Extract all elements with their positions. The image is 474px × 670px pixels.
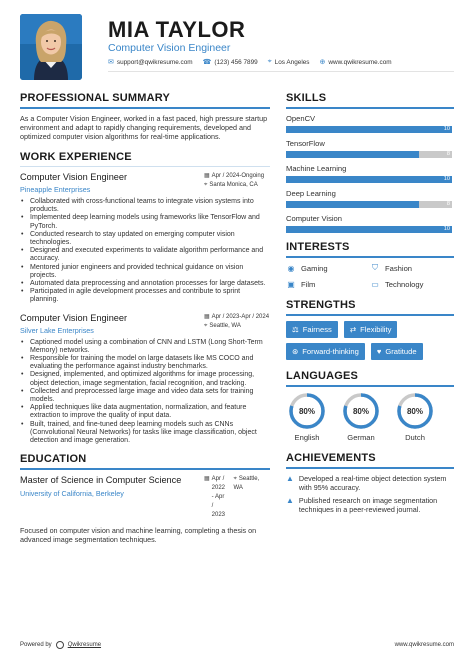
- skill-bar-fill: [286, 226, 452, 233]
- powered-by: [20, 641, 101, 649]
- job-location: Seattle, WA: [209, 322, 241, 329]
- contact-website-text: www.qwikresume.com: [328, 58, 392, 66]
- list-item: • Participated in agile development processes and contribute to sprint planning.: [20, 288, 270, 304]
- skill-bar-fill: [286, 151, 419, 158]
- education-start-year: 2022: [211, 485, 226, 492]
- skill-item: [286, 164, 454, 183]
- location-pin-icon: ⌖: [233, 476, 237, 483]
- list-item: • Captioned model using a combination of CNN and LSTM (Long Short-Term Memory) networks.: [20, 339, 270, 355]
- language-percent: 80%: [298, 407, 316, 416]
- strength-label: Forward-thinking: [302, 347, 359, 356]
- resume-footer: [20, 641, 454, 649]
- education-entry: [20, 475, 270, 520]
- skill-bar-fill: [286, 176, 452, 183]
- language-item: [342, 392, 380, 442]
- list-item: • Conducted research to stay updated on emerging computer vision technologies.: [20, 231, 270, 247]
- education-meta: ▦ Apr / 2022 - Apr / 2023 ⌖ Seattle, WA: [204, 476, 260, 519]
- compass-icon: ⊛: [292, 347, 299, 356]
- contact-email-text: support@qwikresume.com: [116, 58, 193, 66]
- skill-bar-fill: [286, 201, 419, 208]
- interests-heading: INTERESTS: [286, 241, 454, 258]
- skills-heading: SKILLS: [286, 92, 454, 109]
- calendar-icon: ▦: [204, 313, 210, 320]
- language-ring: [288, 392, 326, 430]
- achievement-text: Developed a real-time object detection system with 95% accuracy.: [298, 474, 447, 492]
- list-item: • Collected and preprocessed large image and video data sets for training models.: [20, 388, 270, 404]
- skill-level: 8: [446, 151, 450, 157]
- list-item: • Designed, implemented, and optimized algorithms for image processing, object detection, image segmentation, facial recognition, and tracking.: [20, 371, 270, 387]
- list-item: • Designed and executed experiments to validate algorithm performance and accuracy.: [20, 247, 270, 263]
- job-location: Santa Monica, CA: [209, 182, 258, 188]
- job-dates: Apr / 2024-Ongoing: [211, 173, 265, 179]
- job-title: Computer Vision Engineer: [20, 172, 128, 182]
- job-bullets: [20, 339, 270, 446]
- job-meta: [204, 172, 270, 190]
- summary-text: As a Computer Vision Engineer, worked in a fast paced, high pressure startup environment and adapt to rapidly changing requirements, developed and optimized computer vision algorithms for real-time applications.: [20, 114, 268, 141]
- skill-name: OpenCV: [286, 114, 316, 123]
- job-dates: Apr / 2023-Apr / 2024: [211, 313, 270, 320]
- skill-bar: [286, 151, 452, 158]
- job-company: Silver Lake Enterprises: [20, 325, 94, 335]
- contact-location-text: Los Angeles: [274, 58, 310, 66]
- language-ring: [342, 392, 380, 430]
- job-entry-2: [20, 313, 270, 446]
- shirt-icon: ⛉: [372, 263, 378, 272]
- skill-name: Computer Vision: [286, 214, 342, 223]
- contact-email[interactable]: [108, 58, 193, 66]
- strength-chip: [371, 343, 423, 360]
- skill-level: 8: [446, 201, 450, 207]
- education-start-month: Apr /: [211, 476, 225, 483]
- language-name: German: [347, 433, 375, 442]
- location-pin-icon: ⌖: [204, 182, 208, 188]
- gamepad-icon: ◉: [287, 263, 295, 273]
- education-end-year: 2023: [211, 512, 226, 519]
- calendar-icon: ▦: [204, 476, 210, 483]
- interest-label: Film: [301, 280, 316, 289]
- chart-icon: ▲: [286, 474, 294, 483]
- job-bullets: [20, 198, 270, 305]
- laptop-icon: ▭: [371, 280, 379, 289]
- strength-label: Fairness: [302, 325, 332, 334]
- list-item: • Collaborated with cross-functional teams to integrate vision systems into products.: [20, 198, 270, 214]
- strength-label: Gratitude: [385, 347, 417, 356]
- footer-url[interactable]: www.qwikresume.com: [394, 642, 454, 648]
- globe-icon: ⊕: [319, 59, 326, 66]
- skill-name: Deep Learning: [286, 189, 336, 198]
- education-description: Focused on computer vision and machine learning, completing a thesis on advanced image segmentation techniques.: [20, 526, 257, 545]
- scale-icon: ⚖: [292, 325, 299, 334]
- summary-heading: PROFESSIONAL SUMMARY: [20, 92, 270, 109]
- skill-bar: [286, 201, 452, 208]
- skill-item: [286, 189, 454, 208]
- education-degree: Master of Science in Computer Science: [20, 475, 182, 486]
- skill-item: [286, 139, 454, 158]
- achievement-item: [286, 496, 454, 514]
- strength-chip: [344, 321, 398, 338]
- language-name: English: [294, 433, 320, 442]
- achievement-text: Published research on image segmentation techniques in a peer-reviewed journal.: [298, 496, 438, 514]
- heart-icon: ♥: [376, 347, 382, 356]
- header-divider: [108, 71, 454, 72]
- strength-label: Flexibility: [360, 325, 392, 334]
- candidate-role: Computer Vision Engineer: [108, 42, 231, 54]
- job-title: Computer Vision Engineer: [20, 312, 128, 323]
- interest-label: Technology: [385, 280, 424, 289]
- resume-header: [0, 0, 474, 86]
- phone-icon: ☎: [202, 59, 212, 66]
- skill-bar-fill: [286, 126, 452, 133]
- contact-location: [268, 58, 310, 66]
- envelope-icon: ✉: [108, 59, 114, 66]
- language-item: [288, 392, 326, 442]
- skill-bar: [286, 226, 452, 233]
- interest-item: [370, 263, 454, 273]
- job-entry-1: [20, 172, 270, 305]
- brand-link[interactable]: Qwikresume: [67, 642, 102, 648]
- contact-phone[interactable]: [203, 58, 258, 66]
- list-item: • Responsible for training the model on large datasets like MS COCO and evaluating the performance against industry benchmarks.: [20, 355, 270, 371]
- strengths-heading: STRENGTHS: [286, 299, 454, 316]
- skill-name: TensorFlow: [286, 139, 325, 148]
- candidate-name: MIA TAYLOR: [108, 17, 246, 42]
- education-heading: EDUCATION: [20, 453, 270, 470]
- language-percent: 80%: [406, 407, 424, 416]
- education-location: Seattle, WA: [233, 476, 260, 492]
- powered-by-text: Powered by: [20, 642, 52, 648]
- skill-bar: [286, 176, 452, 183]
- skill-name: Machine Learning: [286, 164, 347, 173]
- contact-website[interactable]: [320, 58, 392, 66]
- achievements-list: [286, 474, 454, 514]
- qwikresume-logo-icon: [56, 641, 64, 649]
- education-end-month: Apr /: [211, 494, 225, 510]
- left-column: [20, 92, 270, 544]
- skill-bar: [286, 126, 452, 133]
- list-item: • Applied techniques like data augmentation, normalization, and feature extraction to improve the quality of input data.: [20, 404, 270, 420]
- skill-level: 10: [443, 226, 450, 232]
- list-item: • Automated data preprocessing and annotation processes for large datasets.: [20, 280, 270, 288]
- arrows-icon: ⇄: [349, 325, 357, 334]
- film-icon: ▣: [287, 280, 295, 289]
- interest-item: [370, 280, 454, 289]
- languages-list: [286, 392, 454, 442]
- profile-photo: [20, 14, 82, 80]
- strength-chip: [286, 343, 365, 360]
- skill-item: [286, 214, 454, 233]
- strengths-list: [286, 321, 454, 360]
- language-ring: [396, 392, 434, 430]
- interest-item: [286, 263, 370, 273]
- contact-line: [108, 58, 392, 66]
- skills-list: [286, 114, 454, 233]
- right-column: [286, 92, 454, 518]
- interests-list: [286, 263, 454, 289]
- languages-heading: LANGUAGES: [286, 370, 454, 387]
- skill-level: 10: [443, 176, 450, 182]
- calendar-icon: ▦: [204, 173, 210, 179]
- strength-chip: [286, 321, 338, 338]
- list-item: • Built, trained, and fine-tuned deep learning models such as CNNs (Convolutional Neural Networks) for tasks like image classification, object detection and image generation.: [20, 421, 270, 446]
- job-meta: [204, 313, 270, 331]
- skill-item: [286, 114, 454, 133]
- list-item: • Implemented deep learning models using frameworks like TensorFlow and PyTorch.: [20, 214, 270, 230]
- job-company: Pineapple Enterprises: [20, 185, 91, 194]
- education-school: University of California, Berkeley: [20, 489, 124, 499]
- contact-phone-text: (123) 456 7899: [214, 58, 258, 66]
- interest-item: [286, 280, 370, 289]
- language-percent: 80%: [352, 407, 370, 416]
- language-item: [396, 392, 434, 442]
- interest-label: Gaming: [301, 263, 328, 273]
- location-pin-icon: ⌖: [267, 58, 272, 65]
- list-item: • Mentored junior engineers and provided technical guidance on vision projects.: [20, 264, 270, 280]
- language-name: Dutch: [405, 433, 425, 442]
- experience-heading: WORK EXPERIENCE: [20, 151, 270, 167]
- achievement-item: [286, 474, 454, 492]
- location-pin-icon: ⌖: [204, 322, 208, 329]
- skill-level: 10: [443, 126, 450, 132]
- achievements-heading: ACHIEVEMENTS: [286, 452, 454, 469]
- chart-icon: ▲: [286, 496, 294, 505]
- interest-label: Fashion: [385, 263, 413, 273]
